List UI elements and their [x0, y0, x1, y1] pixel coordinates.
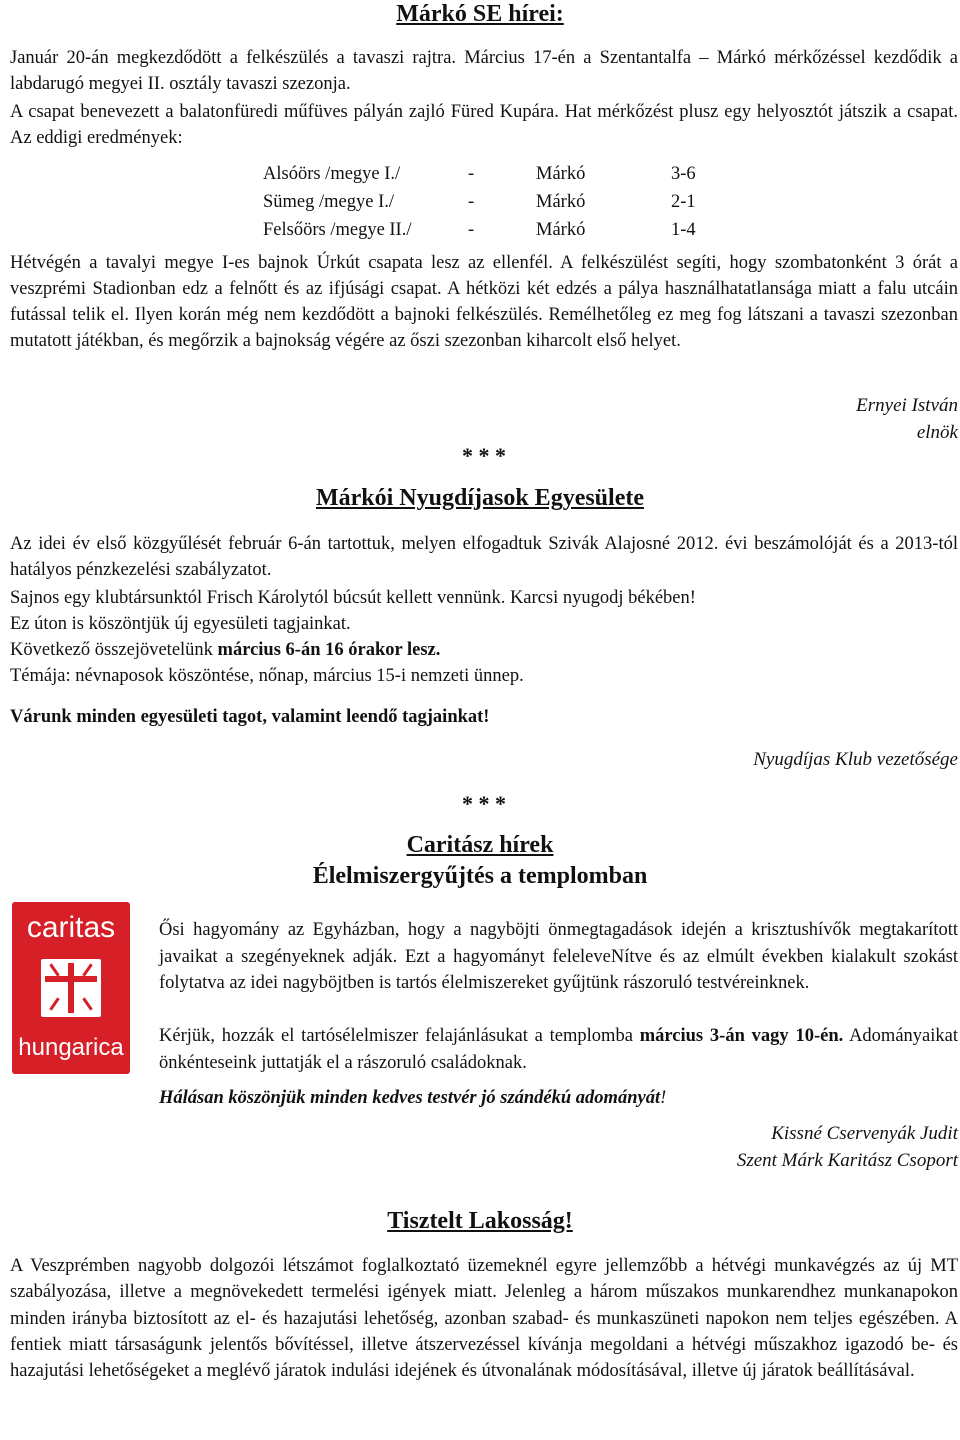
- marko-se-signature-name: Ernyei István: [856, 395, 958, 416]
- caritas-p1: Ősi hagyomány az Egyházban, hogy a nagyböjti önmegtagadások idején a krisztushívők megtakarított javaikat a szegényeknek adják. Ezt a hagyományt feleleveNítve és az elmúlt években kialakult szokást folytatva az idei nagyböjtben is tartós élelmiszereket gyűjtünk rászoruló testvéreinknek.: [159, 920, 958, 993]
- result-dash: -: [468, 220, 475, 240]
- result-team: Sümeg /megye I./: [263, 192, 395, 212]
- caritas-hungarica-logo: [12, 902, 130, 1074]
- result-score: 3-6: [671, 164, 696, 184]
- result-opponent: Márkó: [536, 192, 586, 212]
- nyugdijas-title: Márkói Nyugdíjasok Egyesülete: [315, 485, 644, 511]
- nyugdijas-p2: Sajnos egy klubtársunktól Frisch Károlytól búcsút kellett vennünk. Karcsi nyugodj békében!: [10, 588, 696, 608]
- result-opponent: Márkó: [536, 164, 586, 184]
- nyugdijas-p1: Az idei év első közgyűlését február 6-án tartottuk, melyen elfogadtuk Szivák Alajosné 2012. évi beszámolóját és a 2013-tól hatályos pénzkezelési szabályzatot.: [10, 534, 958, 580]
- flame-cross-icon: [41, 959, 101, 1017]
- caritas-thanks-end: !: [660, 1088, 667, 1108]
- section-separator: * * *: [462, 791, 506, 816]
- result-score: 1-4: [671, 220, 696, 240]
- nyugdijas-p3: Ez úton is köszöntjük új egyesületi tagjainkat.: [10, 614, 351, 634]
- section-separator: * * *: [462, 443, 506, 468]
- lakossag-title: Tisztelt Lakosság!: [387, 1208, 573, 1234]
- marko-se-intro-2: A csapat benevezett a balatonfüredi műfüves pályán zajló Füred Kupára. Hat mérkőzést plusz egy helyosztót játszik a csapat. Az eddigi eredmények:: [10, 102, 958, 148]
- marko-se-body: Hétvégén a tavalyi megye I-es bajnok Úrkút csapata lesz az ellenfél. A felkészülést segíti, hogy szombatonként 3 órát a veszprémi Stadionban edz a felnőtt és az ifjúsági csapat. A hétközi két edzés a pálya használhatatlansága miatt a falu utcáin futással telik el. Ilyen korán még nem kezdődött a bajnoki felkészülés. Remélhetőleg ez meg fog látszani a tavaszi szezonban mutatott játékban, és megőrzik a bajnokság végére az őszi szezonban kiharcolt első helyet.: [10, 253, 958, 351]
- logo-hungarica-text: hungarica: [18, 1034, 124, 1061]
- nyugdijas-p5: Témája: névnaposok köszöntése, nőnap, március 15-i nemzeti ünnep.: [10, 666, 524, 686]
- nyugdijas-p4: [10, 637, 440, 663]
- logo-caritas-text: caritas: [26, 911, 116, 944]
- result-dash: -: [468, 164, 475, 184]
- caritas-signature-org: Szent Márk Karitász Csoport: [736, 1150, 958, 1171]
- caritas-p2-tail: Adományaikat önkénteseink juttatják el a rászoruló családoknak.: [159, 1026, 958, 1073]
- result-score: 2-1: [671, 192, 696, 212]
- caritas-signature-name: Kissné Cservenyák Judit: [771, 1123, 958, 1144]
- caritas-thanks: Hálásan köszönjük minden kedves testvér jó szándékú adományát: [159, 1088, 661, 1108]
- result-team: Alsóörs /megye I./: [263, 164, 401, 184]
- marko-se-title: Márkó SE hírei:: [396, 1, 564, 27]
- lakossag-p1: A Veszprémben nagyobb dolgozói létszámot foglalkoztató üzemeknél egyre jellemzőbb a hétvégi munkavégzés az új MT szabályozása, illetve a megnövekedett termelési igények miatt. Jelenleg a három műszakos munkarendhez munkanapokon minden irányba biztosított az el- és hazajutási lehetőség, azonban szabad- és munkaszüneti napokon nem teljes egészében. A fentiek miatt társaságunk jelentős bővítéssel, illetve átszervezéssel kívánja megoldani a hétvégi műszakhoz igazodó be- és hazajutási lehetőségeket a meglévő járatok indulási idejének és útvonalának módosításával, illetve új járatok beállításával.: [10, 1256, 958, 1382]
- marko-se-signature-role: elnök: [916, 422, 958, 443]
- nyugdijas-p4-text: Következő összejövetelünk: [10, 640, 218, 660]
- result-opponent: Márkó: [536, 220, 586, 240]
- caritas-p2-text: Kérjük, hozzák el tartósélelmiszer felajánlásukat a templomba: [159, 1026, 640, 1046]
- caritas-title: Caritász hírek: [406, 832, 554, 858]
- nyugdijas-signature: Nyugdíjas Klub vezetősége: [753, 749, 958, 770]
- caritas-p2-dates: március 3-án vagy 10-én.: [639, 1026, 844, 1046]
- result-dash: -: [468, 192, 475, 212]
- marko-se-intro-1: Január 20-án megkezdődött a felkészülés a tavaszi rajtra. Március 17-én a Szentantalfa – Márkó mérkőzéssel kezdődik a labdarugó megyei II. osztály tavaszi szezonja.: [10, 48, 958, 94]
- nyugdijas-p4-date: március 6-án 16 órakor lesz.: [217, 640, 441, 660]
- caritas-subtitle: Élelmiszergyűjtés a templomban: [312, 863, 648, 889]
- caritas-p2: [159, 1023, 958, 1076]
- caritas-p3: [159, 1085, 958, 1112]
- result-team: Felsőörs /megye II./: [263, 220, 412, 240]
- nyugdijas-p6: Várunk minden egyesületi tagot, valamint leendő tagjainkat!: [10, 707, 490, 727]
